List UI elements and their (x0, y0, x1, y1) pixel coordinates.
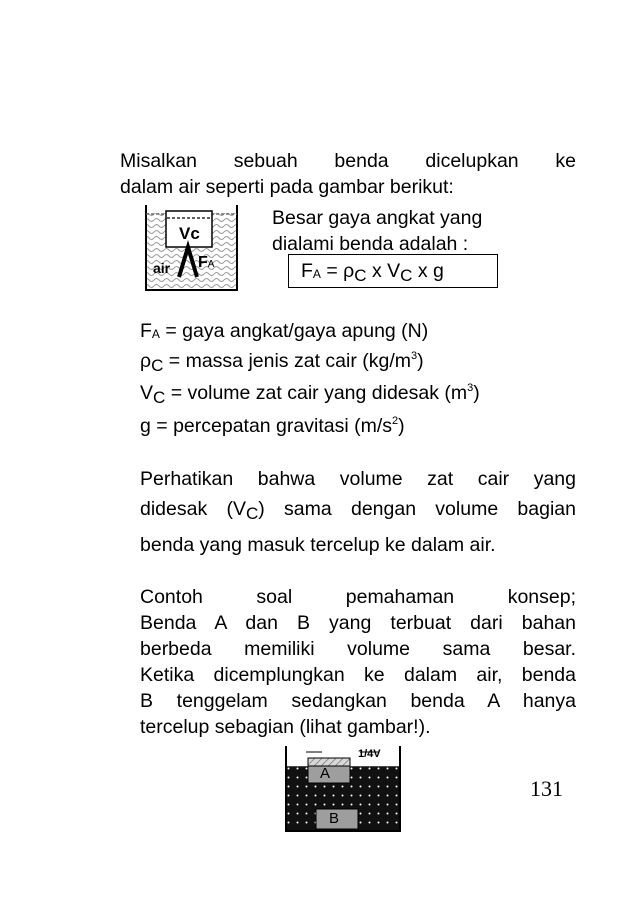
def-vc-text: = volume zat cair yang didesak (m (165, 382, 468, 404)
air-label: air (153, 260, 171, 276)
para2-line-2a: didesak (V (140, 498, 246, 520)
formula-box (288, 254, 498, 288)
container-figure (284, 746, 402, 832)
page-number: 131 (530, 776, 563, 801)
def-vc-sym: V (140, 382, 154, 404)
def-rho-end: ) (417, 350, 424, 372)
para2-line-2 (140, 496, 576, 527)
def-rho-sup: 3 (411, 350, 418, 362)
formula-v-sub: C (400, 266, 413, 285)
formula-x-g: x g (412, 260, 444, 282)
para3-line-5: B tenggelam sedangkan benda A hanya (140, 690, 576, 712)
intro-line-1: Misalkan sebuah benda dicelupkan ke (120, 150, 576, 172)
quarter-volume-label: 1/4V (358, 748, 381, 760)
formula-eq: = (320, 260, 344, 282)
fa-figure-label (198, 254, 214, 272)
para2-line-1: Perhatikan bahwa volume zat cair yang (140, 468, 576, 490)
para3-line-2: Benda A dan B yang terbuat dari bahan (140, 612, 576, 634)
def-g (140, 413, 405, 439)
def-fa-sub: A (151, 327, 160, 341)
formula-fa-sub: A (312, 267, 321, 281)
para2-line-2b: ) sama dengan volume bagian (258, 498, 576, 520)
def-vc-end: ) (473, 382, 480, 404)
def-fa (140, 318, 428, 347)
formula-rho: ρ (343, 260, 355, 282)
def-rho (140, 348, 424, 379)
object-a-label: A (320, 765, 331, 782)
beaker-figure (144, 205, 240, 293)
para2-line-3: benda yang masuk tercelup ke dalam air. (140, 534, 496, 556)
para3-line-3: berbeda memiliki volume sama besar. (140, 638, 576, 660)
def-fa-sym: F (140, 320, 152, 342)
def-g-end: ) (398, 415, 405, 437)
side-line-1: Besar gaya angkat yang (272, 207, 483, 229)
object-b-label: B (329, 810, 340, 827)
para2-line-2-sub: C (245, 504, 259, 523)
def-vc-sup: 3 (467, 382, 474, 394)
side-line-2: dialami benda adalah : (272, 233, 469, 255)
para3-line-6: tercelup sebagian (lihat gambar!). (140, 716, 431, 738)
def-fa-text: = gaya angkat/gaya apung (N) (159, 320, 429, 342)
formula-fa: F (301, 260, 313, 282)
def-vc (140, 380, 480, 411)
def-vc-sub: C (153, 388, 166, 407)
def-rho-sym: ρ (140, 350, 152, 372)
def-g-text: g = percepatan gravitasi (m/s (140, 415, 392, 437)
vc-label: Vc (179, 224, 200, 243)
intro-line-2: dalam air seperti pada gambar berikut: (120, 176, 454, 198)
formula-rho-sub: C (354, 266, 367, 285)
para3-line-1: Contoh soal pemahaman konsep; (140, 586, 576, 608)
def-rho-text: = massa jenis zat cair (kg/m (163, 350, 411, 372)
para3-line-4: Ketika dicemplungkan ke dalam air, benda (140, 664, 576, 686)
formula-x-v: x V (366, 260, 401, 282)
fa-figure-sub: A (207, 259, 215, 270)
def-rho-sub: C (151, 356, 164, 375)
fa-figure-symbol: F (198, 254, 208, 271)
def-g-sup: 2 (392, 415, 399, 427)
